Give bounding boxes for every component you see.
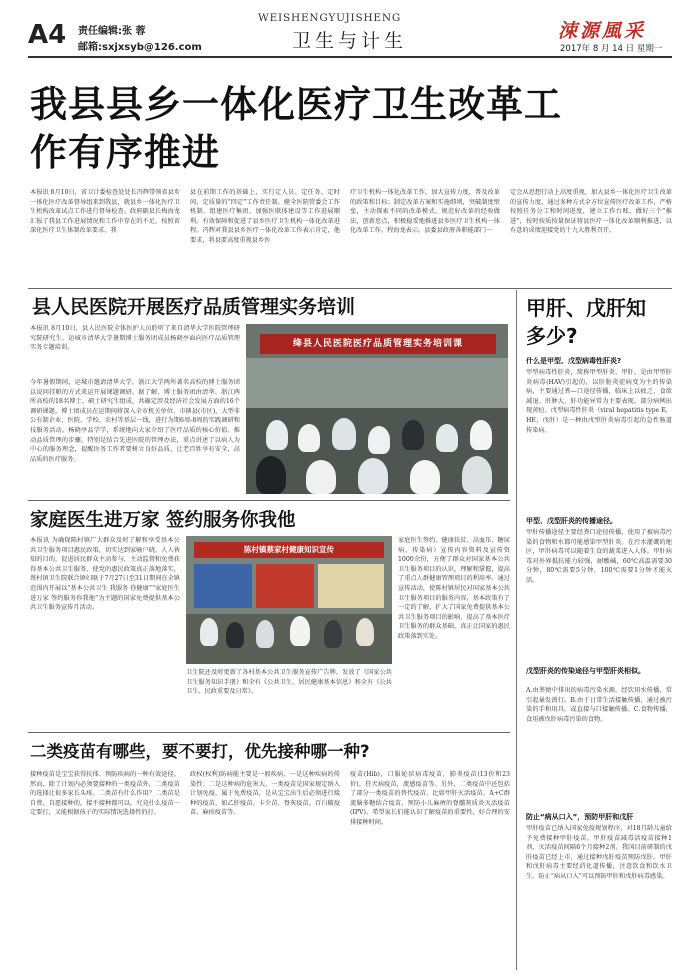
audience-figure (332, 418, 356, 450)
family-photo (186, 536, 392, 664)
family-column-1: 本报讯 为确保陈村镇广大群众及时了解和享受基本公共卫生服务项目惠民政策，切实达到家喻户晓，人人皆知的目的，促进居民群众主动参与，主动监督和免费获得基本公共卫生服务，使党的惠民政策真正落地落实，蔡村镇卫生院联合镇妇联于7月27日至31日期间在全镇范围内开展以“基本公共卫生 我服务 你健康”“家庭医生进万家 签约服务你我他”为主题的国家免费提供基本公共卫生服务宣传月活动。 (30, 537, 180, 612)
audience-figure (358, 458, 388, 494)
sidebar-question-1: 什么是甲型、戊型病毒性肝炎? (526, 357, 622, 365)
sidebar-paragraph-4: 甲肝疫苗已纳入国家免疫规划程序，对18月龄儿童给予免费接种甲肝疫苗。甲肝疫苗减毒活疫苗接种1剂，灭活疫苗间隔6个月接种2剂。我国目前研制的戊肝疫苗已经上市，通过接种戊肝疫苗预防戊肝。甲肝和戊肝病毒主要经消化道传播，注意饮食和饮水卫生，防止“病从口入”可以预防甲肝和戊肝病毒感染。 (526, 825, 672, 880)
email-label: 邮箱:sxjxsyb@126.com (78, 42, 202, 53)
page-number: A4 (28, 20, 67, 50)
training-photo-banner: 绛县人民医院医疗品质管理实务培训课 (260, 334, 496, 354)
villager-figure (256, 620, 274, 648)
family-photo-caption: 卫生院还及时更新了各村基本公共卫生服务宣传广告牌，发放了《国家公共卫生服务知识手册》和全有《公共卫生、居民健康基本信息》和全有《公共卫生、民政重要及日常》。 (186, 669, 392, 696)
lead-headline-line1: 我县县乡一体化医疗卫生改革工 (30, 83, 562, 126)
family-photo-poster-board (318, 564, 384, 608)
lead-column-1: 本报讯 8月10日，省卫计委检查处处长冯辉带领省县乡一体化医疗改革督导组来到我县，就县乡一体化医疗卫生机构改革试点工作进行督导检查。政府副县长梅海龙汇报了我县工作进展情况和工作中存在的不足。按照省深化医疗卫生体制改革要求，我 (30, 189, 180, 235)
villager-figure (200, 618, 218, 646)
sidebar-paragraph-2: 甲肝传播途径主要经粪口途径传播，使用了被病毒污染的食物和水都可能感染甲型肝炎。在污水灌溉的地区，甲肝病毒可以随着生食的蔬菜进入人体。甲肝病毒对外界抵抗能力较强，耐酸碱，60℃高温需要30分钟，80℃需要5分钟，100℃需要1分钟才能灭活。 (526, 529, 672, 584)
audience-figure (298, 424, 320, 452)
sidebar-headline-line2: 多少? (526, 324, 578, 348)
audience-figure (266, 420, 288, 450)
villager-figure (226, 622, 244, 648)
family-column-2: 家庭医生签约、健康扶贫、高血压、糖尿病、传染病）宣传内容资料及宣传资1000余份，方便了群众对国家基本公共卫生服务项目的认识，理解和掌握，提高了重点人群健康管理项目的利用率。通过宣传活动，使陈村镇居民对国家基本公共卫生服务项目的服务内容，基本政策有了一定的了解，扩大了国家免费提供基本公共卫生服务项目的影响，提高了基本医疗卫生服务的群众基础，真正让国家的惠民政策落到实处。 (398, 537, 510, 640)
lead-bottom-rule (28, 288, 672, 289)
training-lead-text: 本报讯 8月10日，县人民医院全体医护人员聆听了来自清华大学医院管理研究院研究生、运城市清华大学暑期博士服务团成员杨晓亭面向医疗品质管理实务专题培训。 (30, 325, 240, 352)
lead-column-4: 定会从思想行动上高度重视，加大县乡一体化医疗卫生改革的宣传力度，通过多种方式全方位宣传医疗改革工作，严格按照任务分工和时间进度，建立工作台账，做好三个“推进”，按时按质按量保证将县医疗一体化改革顺利推进，以有意的成绩迎接党的十九大胜利召开。 (510, 189, 672, 235)
newspaper-name: 涑源風采 (558, 20, 647, 42)
family-headline: 家庭医生进万家 签约服务你我他 (30, 510, 296, 531)
vaccine-column-3: 疫苗(Hib)，口服轮状病毒疫苗，肺炎疫苗(13价和23价)，狂犬病疫苗，流感疫苗等。另外，二类疫苗中还包括了部分一类疫苗的替代疫苗，比如甲肝灭活疫苗，A+C群流脑多糖结合疫苗，预防小儿麻痹的脊髓灰质炎灭活疫苗(IPV)。希望家长们能认识了解疫苗的重要性，好合理的安排接种时间。 (350, 771, 510, 826)
training-photo-wall (246, 358, 508, 408)
vaccine-headline: 二类疫苗有哪些，要不要打，优先接种哪一种? (30, 742, 370, 761)
sidebar-question-4: 防止“病从口入”，预防甲肝和戊肝 (526, 813, 634, 821)
audience-figure (410, 460, 440, 494)
family-photo-poster-board (256, 564, 314, 608)
sidebar-divider (516, 290, 517, 970)
sidebar-paragraph-3: A.由粪便中排出的病毒污染水源，经饮用水传播，常引起暴发流行。B.由于日常生活接触传播，通过被污染的手和用具，或直接与口接触传播。C.食物传播，食用被戊肝病毒污染的食物。 (526, 687, 672, 723)
villager-figure (356, 618, 374, 646)
audience-figure (402, 420, 424, 450)
lead-column-2: 县在前期工作的基础上，实行定人员、定任务、定时间，定质量的“四定”工作责任制。健全医院管委会工作机制、组建医疗集团、加强医联体建设等工作进展顺利。有效保障和促进了县乡医疗卫生机构一体化改革进程。冯辉对我县县乡医疗一体化改革工作表示肯定，他要求，将县要高度重视县乡医 (190, 189, 340, 244)
editor-label: 责任编辑:张 蓉 (78, 26, 146, 37)
family-photo-poster-board (194, 564, 252, 608)
training-photo (246, 324, 508, 494)
audience-figure (470, 420, 492, 450)
audience-figure (368, 426, 390, 454)
family-photo-banner: 陈村镇蔡家村健康知识宣传 (194, 542, 384, 558)
vaccine-column-2: 政权(权利)防病能主要是一般疾病、一是这种疾病的传染性；二是这种病的危害大。一类疫苗是国家规定纳入计划免疫，属于免费疫苗，是从宝宝出生后必须进行接种的疫苗，如乙肝疫苗、卡介苗、脊灰疫苗、百白破疫苗、麻疹疫苗等。 (190, 771, 340, 817)
lead-column-3: 疗卫生机构一体化改革工作，加大宣传力度，普及改革的政策和目标；制定改革方案和实施细则，突破制度壁垒，主动探索不同的改革模式，规范好改革的经验做法，创新思点，积极稳妥地推进县乡医疗卫生机构一体化改革工作。程海龙表示，县委县政府各职能部门一 (350, 189, 500, 235)
audience-figure (436, 424, 458, 452)
sidebar-question-2: 甲型、戊型肝炎的传播途径。 (526, 517, 617, 525)
header-rule (28, 56, 672, 58)
training-headline: 县人民医院开展医疗品质管理实务培训 (32, 296, 356, 318)
issue-date: 2017年 8 月 14 日 星期一 (560, 44, 663, 54)
audience-figure (306, 460, 336, 494)
training-body-text: 今年暑假期间，运城市邀请清华大学、浙江大学两所著名高校的博士服务团以说问挂职的方式来运开展课题调研。据了解，博士服务团由清华、浙江两所高校的18名博士、硕士研究生组成，共确定涉及经济社会发展方面的16个调研课题。博士团成员在运期间将深入全市机关单位、市辖县(市区)、大型非公有制企业、医院、学校、农村等基层一线，进行为期6周-8周的实践调研和技服务活动。杨晓亭品学学，系统地向大家介绍了医疗品质的核心价值、推动品质管理的步骤。特别是结合先进医院的管理办法，重点讲述了以病人为中心的服务理念，提醒医务工作者要树立良好品质，让老百姓享有安全，高品质的医疗服务。 (30, 379, 240, 463)
section-pinyin: WEISHENGYUJISHENG (258, 12, 402, 24)
section-title: 卫生与计生 (292, 30, 408, 52)
villager-figure (290, 616, 310, 646)
training-bottom-rule (28, 500, 510, 501)
villager-figure (324, 620, 342, 648)
sidebar-headline-line1: 甲肝、戊肝知 (526, 296, 646, 320)
sidebar-question-3: 戊型肝炎的传染途径与甲型肝炎相似。 (526, 667, 645, 675)
family-bottom-rule (28, 732, 510, 733)
sidebar-paragraph-1: 甲型病毒性肝炎，简称甲型肝炎、甲肝，是由甲型肝炎病毒(HAV)引起的，以肝脏炎症病变为主的传染病，主要通过粪—口途径传播，临床上以疲乏、食欲减退、肝肿大、肝功能异常为主要表现，部分病例出现黄疸。戊型病毒性肝炎（viral hepatitis type E，HE，戊肝）是一种由戊型肝炎病毒引起的急性肠道传染病。 (526, 369, 672, 434)
lead-headline-line2: 作有序推进 (30, 131, 220, 174)
audience-figure (256, 456, 286, 494)
audience-figure (462, 456, 492, 494)
vaccine-column-1: 接种疫苗是宝宝获得抗体、预防疾病的一种有效途径。然而，除了计划内必须要接种的一类疫苗外，二类疫苗的选择让很多家长头疼。二类苗有什么作用？二类苗是自费、自愿接种的，接不接种都可以。究竟什么疫苗一定要打，又能根据孩子的实际情况选择性的打。 (30, 771, 180, 817)
